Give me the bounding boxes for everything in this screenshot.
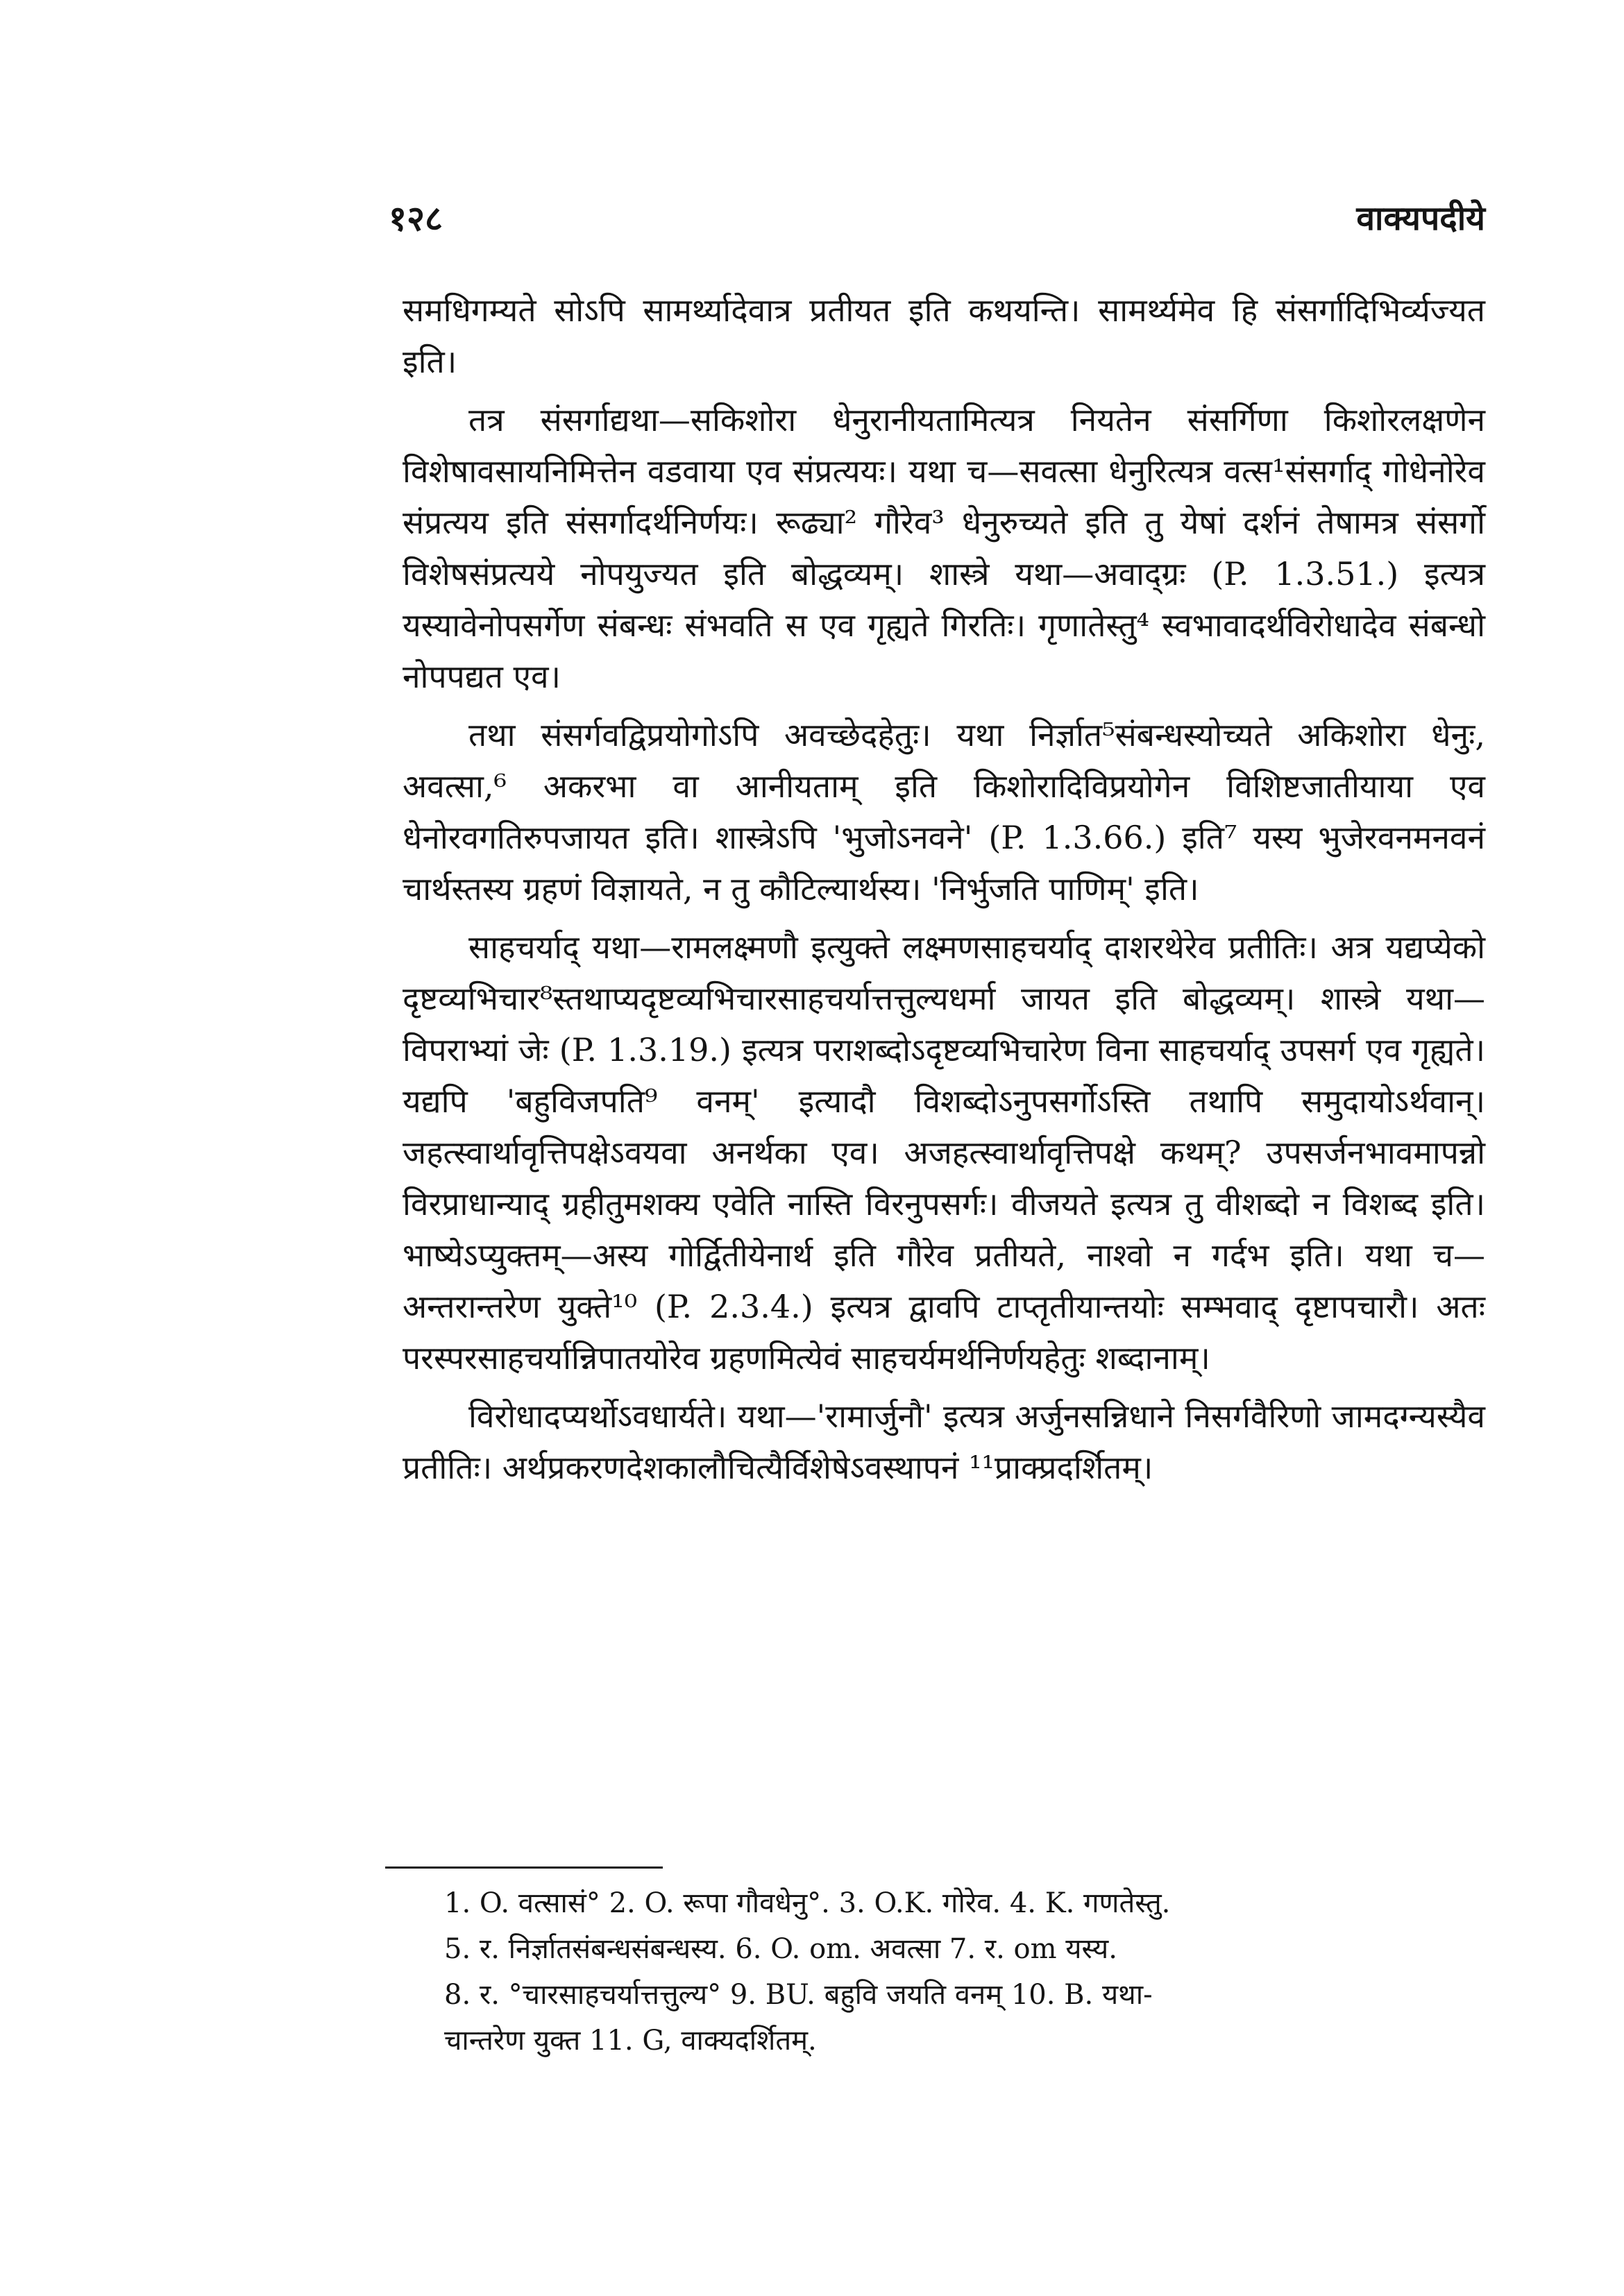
page-number: १२८ <box>389 198 443 239</box>
footnote-line: 5. र. निर्ज्ञातसंबन्धसंबन्धस्य. 6. O. om. अवत्सा 7. र. om यस्य. <box>444 1933 1117 1965</box>
paragraph: तत्र संसर्गाद्यथा—सकिशोरा धेनुरानीयतामित्यत्र नियतेन संसर्गिणा किशोरलक्षणेन विशेषावसायनिमित्तेन वडवाया एव संप्रत्ययः। यथा च—सवत्सा धेनुरित्यत्र वत्स¹संसर्गाद् गोधेनोरेव संप्रत्यय इति संसर्गादर्थनिर्णयः। रूढ्या² गौरेव³ धेनुरुच्यते इति तु येषां दर्शनं तेषामत्र संसर्गो विशेषसंप्रत्यये नोपयुज्यत इति बोद्धव्यम्। शास्त्रे यथा—अवाद्ग्रः (P. 1.3.51.) इत्यत्र यस्यावेनोपसर्गेण संबन्धः संभवति स एव गृह्यते गिरतिः। गृणातेस्तु⁴ स्वभावादर्थविरोधादेव संबन्धो नोपपद्यत एव। <box>403 401 1485 695</box>
paragraph: समधिगम्यते सोऽपि सामर्थ्यादेवात्र प्रतीयत इति कथयन्ति। सामर्थ्यमेव हि संसर्गादिभिर्व्यज्यत इति। <box>403 291 1485 380</box>
footnote-line: 1. O. वत्सासं° 2. O. रूपा गौवधेनु°. 3. O.K. गोरेव. 4. K. गणतेस्तु. <box>444 1887 1171 1919</box>
page-header <box>389 194 1485 243</box>
main-text <box>403 284 1485 1493</box>
footnote-divider <box>385 1866 663 1869</box>
paragraph: तथा संसर्गवद्विप्रयोगोऽपि अवच्छेदहेतुः। यथा निर्ज्ञात⁵संबन्धस्योच्यते अकिशोरा धेनुः, अवत्सा,⁶ अकरभा वा आनीयताम् इति किशोरादिविप्रयोगेन विशिष्टजातीयाया एव धेनोरवगतिरुपजायत इति। शास्त्रेऽपि 'भुजोऽनवने' (P. 1.3.66.) इति⁷ यस्य भुजेरवनमनवनं चार्थस्तस्य ग्रहणं विज्ञायते, न तु कौटिल्यार्थस्य। 'निर्भुजति पाणिम्' इति। <box>403 716 1485 908</box>
footnote-line: 8. र. °चारसाहचर्यात्तत्तुल्य° 9. BU. बहुवि जयति वनम् 10. B. यथा- <box>444 1979 1153 2011</box>
footnote-line: चान्तरेण युक्त 11. G, वाक्यदर्शितम्. <box>444 2025 817 2057</box>
running-title: वाक्यपदीये <box>1356 199 1485 238</box>
paragraph: साहचर्याद् यथा—रामलक्ष्मणौ इत्युक्ते लक्ष्मणसाहचर्याद् दाशरथेरेव प्रतीतिः। अत्र यद्यप्येको दृष्टव्यभिचार⁸स्तथाप्यदृष्टव्यभिचारसाहचर्यात्तत्तुल्यधर्मा जायत इति बोद्धव्यम्। शास्त्रे यथा—विपराभ्यां जेः (P. 1.3.19.) इत्यत्र पराशब्दोऽदृष्टव्यभिचारेण विना साहचर्याद् उपसर्ग एव गृह्यते। यद्यपि 'बहुविजपति⁹ वनम्' इत्यादौ विशब्दोऽनुपसर्गोऽस्ति तथापि समुदायोऽर्थवान्। जहत्स्वार्थावृत्तिपक्षेऽवयवा अनर्थका एव। अजहत्स्वार्थावृत्तिपक्षे कथम्? उपसर्जनभावमापन्नो विरप्राधान्याद् ग्रहीतुमशक्य एवेति नास्ति विरनुपसर्गः। वीजयते इत्यत्र तु वीशब्दो न विशब्द इति। भाष्येऽप्युक्तम्—अस्य गोर्द्वितीयेनार्थ इति गौरेव प्रतीयते, नाश्वो न गर्दभ इति। यथा च—अन्तरान्तरेण युक्ते¹⁰ (P. 2.3.4.) इत्यत्र द्वावपि टाप्तृतीयान्तयोः सम्भवाद् दृष्टापचारौ। अतः परस्परसाहचर्यान्निपातयोरेव ग्रहणमित्येवं साहचर्यमर्थनिर्णयहेतुः शब्दानाम्। <box>403 928 1485 1377</box>
footnotes <box>444 1880 1485 2064</box>
paragraph: विरोधादप्यर्थोऽवधार्यते। यथा—'रामार्जुनौ' इत्यत्र अर्जुनसन्निधाने निसर्गवैरिणो जामदग्न्यस्यैव प्रतीतिः। अर्थप्रकरणदेशकालौचित्यैर्विशेषेऽवस्थापनं ¹¹प्राक्प्रदर्शितम्। <box>403 1397 1485 1486</box>
